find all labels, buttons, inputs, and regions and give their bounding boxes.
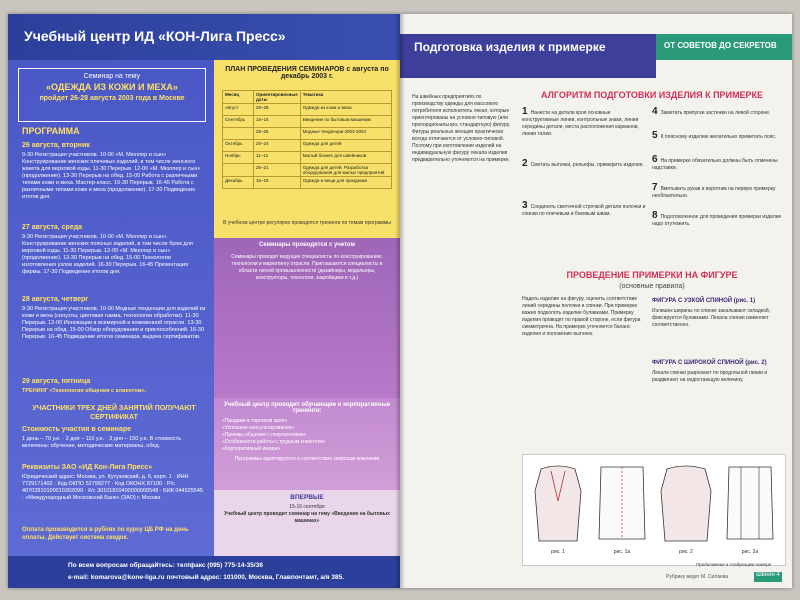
seminar-title: «ОДЕЖДА ИЗ КОЖИ И МЕХА» [46,82,178,92]
section-tag [656,34,792,60]
table-cell: 20–24 [254,140,301,152]
figure-caption: рис. 1 [551,549,565,555]
algorithm-step [652,108,784,117]
day-head: 28 августа, четверг [22,296,89,303]
pattern-illustration [593,461,651,547]
algorithm-step [522,202,646,218]
list-item: «Успешное консультирование» [222,425,295,431]
right-footer [400,570,792,588]
cost-text: 1 день – 70 у.е. · 2 дня – 110 у.е. · 3 дня – 150 у.е. В стоимость включены: обучение, методические материалы, обед. [22,436,182,449]
day-head: 27 августа, среда [22,224,83,231]
table-cell: Малый бизнес для швейников [300,152,391,164]
first-time-block [214,490,400,556]
figure-caption: рис. 2а [741,549,759,555]
table-header: Тематика [300,91,391,104]
figure-back-illustration [657,461,715,547]
figures-panel [522,454,786,566]
table-cell [223,128,254,140]
left-page [8,14,400,588]
step-number: 2 [522,158,528,169]
article-title: Подготовка изделия к примерке [414,40,606,54]
fitting-title-main: ПРОВЕДЕНИЕ ПРИМЕРКИ НА ФИГУРЕ [566,270,738,280]
right-header [400,34,656,78]
algorithm-step [522,160,646,169]
corporate-title: Учебный центр проводит обучающие и корпоративные тренинги: [223,402,391,414]
step-text: Заметать припуски застежки на левой стороне. [660,110,771,116]
figure-back-illustration [529,461,587,547]
day-text: ТРЕНИНГ «Технология общения с клиентом». [22,388,147,394]
table-row [223,152,392,164]
step-number: 5 [652,130,658,141]
table-cell: 26–28 [254,104,301,116]
list-item: «Особенности работы с трудным клиентом» [222,439,326,445]
shape1-text: Излишек ширины по спинке закалывают складкой, фиксируется булавками. Лекала спинки изменяют соответственно. [652,308,771,328]
right-column-left-page [214,60,400,556]
table-cell: 25–21 [254,164,301,177]
day-text: 9-30 Регистрация участников. 10-00 «М. Мюллер и сын». Конструирование женских поясных изделий, в том числе брюк для верховой езды. 11-30 Перерыв. 12-00 «М. Мюллер и сын» (продолжение). 13-30 Перерыв на обед. 15-00 Технологии изготовления узлов изделий. 16-30 Перерыв. 16-45 Презентация фирмы. 17-30 Подведение итогов дня. [22,234,193,275]
article-intro: На швейных предприятиях по производству одежды для массового потребителя исполнитель лекал, которые ориентированы на условно-типовую (или пропорциональную, стандартную) фигуру. Фигуры реальных женщин практически всегда отличаются от условно-типовой. Поэтому при изготовлении изделий на индивидуальную фигуру лекала изделия предварительно уточняются на примерке. [412,94,511,163]
step-number: 3 [522,200,528,211]
right-page [400,14,792,588]
shape2-text: Лекала спинки разрезают по продольной линии и раздвигают на недостающую величину. [652,370,768,383]
table-header-row [223,91,392,104]
algorithm-title: АЛГОРИТМ ПОДГОТОВКИ ИЗДЕЛИЯ К ПРИМЕРКЕ [540,90,764,100]
seminar-dates: пройдет 26-28 августа 2003 года в Москве [39,95,185,102]
step-text: Вметывать рукав и воротник на первую примерку необязательно. [652,186,776,199]
table-cell: Октябрь [223,140,254,152]
table-cell: Одежда и вещи для праздника [300,177,391,189]
step-text: Сметать вытачки, рельефы, примерить изделие. [530,162,644,168]
corporate-list [222,418,392,463]
table-cell: 25–26 [254,128,301,140]
step-text: Подготовленное для проведения примерки изделие надо отутюжить. [652,214,782,227]
footer-contacts: По всем вопросам обращайтесь: тел/факс (095) 775-14-35/36 [68,562,263,569]
fitting-title [522,270,782,292]
algorithm-step [652,184,784,200]
table-row [223,177,392,189]
table-cell: Ноябрь [223,152,254,164]
table-row [223,116,392,128]
step-text: К поясному изделию желательно приметать пояс. [660,134,777,140]
seminar-box [18,68,206,122]
algorithm-step [652,156,784,172]
day-text: 9-30 Регистрация участников. 10-00 Модные тенденции для изделий из кожи и меха (силуэты, цветовая гамма, технологии обработки). 11-30 Перерыв. 12-00 Инновации в всемирной и кожевенной отрасли. 13-30 Перерыв на обед. 15-00 Обзор оборудования и приспособлений. 16-30 Перерыв. 16-45 Подведение итогов семинара, выдача сертификатов. [22,306,206,340]
table-header: Месяц [223,91,254,104]
fitting-text: Надеть изделие на фигуру, оценить соответствие линий середины полочки и спинки. При примерке важно подколоть изделие булавками. Примерку изделия проводят по правой стороне, если фигура симметрична. На примерке уточняется баланс изделия и положение вытачек. [522,296,641,337]
program-title: ПРОГРАММА [22,126,80,136]
magazine-spread [8,14,792,588]
table-cell: Введение по бытовым машинам [300,116,391,128]
left-header-title: Учебный центр ИД «КОН-Лига Пресс» [24,28,286,44]
step-text: На примерке обязательно должны быть отмечены надставки. [652,158,778,171]
corporate-note: Программы адаптируются в соответствии запросам компании [234,456,380,462]
first-dates: 15-16 сентября [289,504,325,510]
day-text: 9-30 Регистрация участников. 10-00 «М. Мюллер и сын» Конструирование женских плечевых изделий, в том числе женского жакета для верховой езды. 11-30 Перерыв. 12-00 «М. Мюллер и сын» (продолжение). 13-30 Перерыв на обед. 15-00 Работа с различными типами кожи и меха. Мастер-класс. 16-30 Перерыв. 16-45 Работа с различными типами кожи и меха (продолжение). 17-30 Подведение итогов дня. [22,152,201,200]
list-item: «Продажи в торговом зале» [222,418,288,424]
table-row [223,164,392,177]
page-label: Швейн 4 [754,572,782,582]
step-number: 7 [652,182,658,193]
algorithm-step [652,132,784,141]
fitting-subtitle: (основные правила) [619,283,685,290]
table-cell: 11–12 [254,152,301,164]
algorithm-step [522,108,646,138]
table-header: Ориентировочные даты [254,91,301,104]
table-cell: Одежда из кожи и меха [300,104,391,116]
corporate-trainings [214,398,400,490]
plan-title: ПЛАН ПРОВЕДЕНИЯ СЕМИНАРОВ с августа по декабрь 2003 г. [225,66,389,80]
table-cell: 16–18 [254,177,301,189]
table-cell [223,164,254,177]
rubric-author: Рубрику ведет М. Силаева [666,574,729,580]
shape2-title: ФИГУРА С ШИРОКОЙ СПИНОЙ (рис. 2) [652,360,767,366]
continued-note: Продолжение в следующем номере [696,562,772,567]
figure-caption: рис. 2 [679,549,693,555]
first-description: Учебный центр проводит семинар на тему «Введение на бытовых машинах» [224,511,390,524]
first-text [222,504,392,525]
day-head: 26 августа, вторник [22,142,90,149]
pattern-illustration [721,461,779,547]
table-cell: 15–16 [254,116,301,128]
program-column [8,60,214,556]
spine-shadow [395,14,405,588]
seminar-plan [214,60,400,238]
step-number: 6 [652,154,658,165]
left-footer [8,556,400,588]
table-cell: Модные тенденции 2003-2004 [300,128,391,140]
requisites-title: Реквизиты ЗАО «ИД Кон-Лига Пресс» [22,464,153,471]
certificate-note: УЧАСТНИКИ ТРЕХ ДНЕЙ ЗАНЯТИЙ ПОЛУЧАЮТ СЕРТИФИКАТ [32,405,196,421]
plan-note: В учебном центре регулярно проводятся тренинги по темам программы [223,220,391,226]
seminars-block-title: Семинары проводятся с учетом [259,242,355,248]
step-number: 1 [522,106,528,117]
requisites-text: Юридический адрес: Москва, ул. Кутузовский, д. 6, корп. 1 · ИНН 7729171402 · Код ОКПО 52798277 · Код ОКОНХ 87100 · Р/с 40702810100010302090 · К/с 30101810400000000548 · БИК 044525545 · «Международный Московский Банк» (ЗАО) г. Москва [22,474,203,501]
table-cell: Август [223,104,254,116]
algorithm-step [652,212,784,228]
table-row [223,128,392,140]
seminar-line1: Семинар на тему [83,73,141,80]
day-head: 29 августа, пятница [22,378,91,385]
payment-note: Оплата производится в рублях по курсу ЦБ РФ на день оплаты. Действует система скидок. [22,527,189,541]
step-text: Нанести на детали кроя основные конструктивные линии, контрольные знаки, линии середины детали, места расположения карманов, линии талии. [522,110,639,137]
cost-title: Стоимость участия в семинаре [22,426,132,433]
section-tag-label: ОТ СОВЕТОВ ДО СЕКРЕТОВ [664,41,777,50]
footer-email: e-mail: komarova@kone-liga.ru почтовый адрес: 101000, Москва, Главпочтамт, а/я 385. [68,574,344,581]
table-cell: Одежда для детей [300,140,391,152]
seminars-block [214,238,400,398]
table-cell: Сентябрь [223,116,254,128]
step-number: 4 [652,106,658,117]
table-row [223,104,392,116]
left-header [8,14,400,60]
step-number: 8 [652,210,658,221]
list-item: «Приемы общения с покупателями» [222,432,307,438]
seminars-block-text: Семинары проводят ведущие специалисты по конструированию, технологии и маркетингу отрасли. Приглашаются специалисты в области легкой промышленности (дизайнеры, модельеры, конструкторы, технологи, закройщики и т.д.) [231,254,383,281]
table-row [223,140,392,152]
step-text: Соединить сметочной строчкой детали полочки и спинки по плечевым и боковым швам. [522,204,646,217]
list-item: «Корпоративный имидж» [222,446,281,452]
figure-caption: рис. 1а [613,549,631,555]
first-title: ВПЕРВЫЕ [290,494,324,501]
table-cell: Декабрь [223,177,254,189]
table-cell: Одежда для детей. Разработка оборудования для малых предприятий [300,164,391,177]
shape1-title: ФИГУРА С УЗКОЙ СПИНОЙ (рис. 1) [652,298,756,304]
plan-table [222,90,392,189]
